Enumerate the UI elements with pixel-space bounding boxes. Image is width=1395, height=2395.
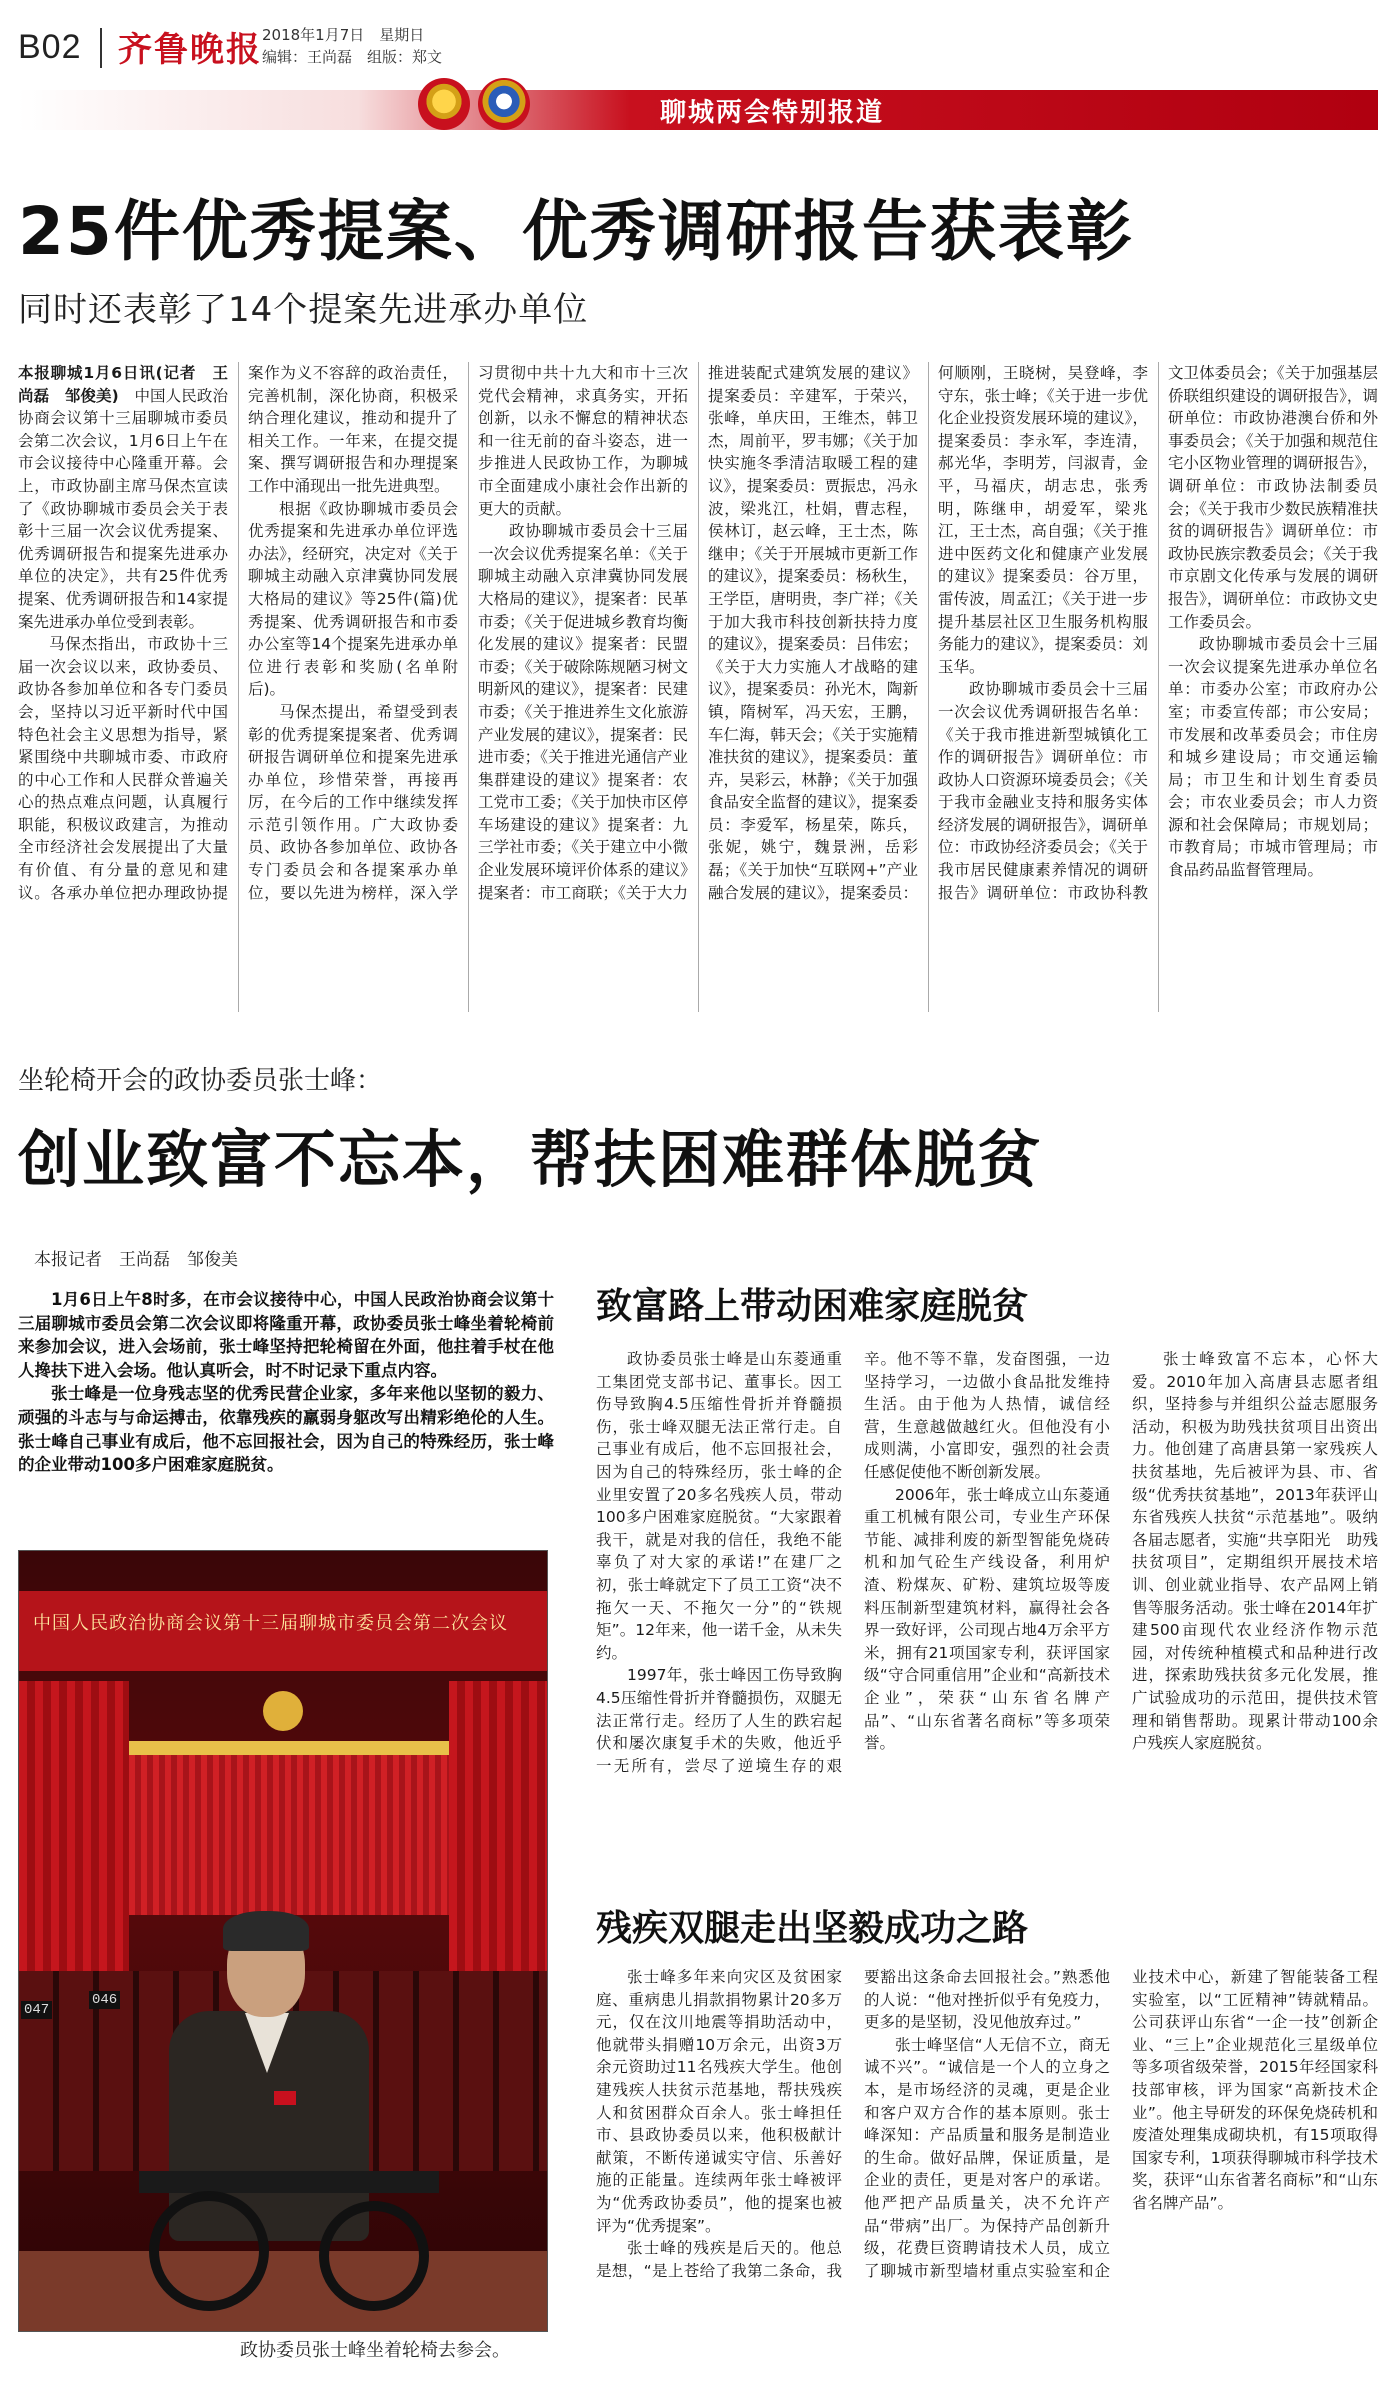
article2-lead-paragraph: 1月6日上午8时多，在市会议接待中心，中国人民政治协商会议第十三届聊城市委员会第二次会议即将隆重开幕，政协委员张士峰坐着轮椅前来参加会议，进入会场前，张士峰坚持把轮椅留在外面，他拄着手杖在他人搀扶下进入会场。他认真听会，时不时记录下重点内容。 [18, 1290, 554, 1380]
photo-floor [19, 2251, 547, 2331]
issue-date: 2018年1月7日 星期日 [262, 26, 425, 44]
photo-seat-label: 047 [21, 2001, 52, 2019]
cppcc-emblem-icon [478, 78, 530, 130]
photo-member-badge [274, 2091, 296, 2105]
article1-paragraph: 马保杰指出，市政协十三届一次会议以来，政协委员、政协各参加单位和各专门委员会，坚持以习近平新时代中国特色社会主义思想为指导，紧紧围绕中共聊城市委、市政府的中心工作和人民群众普遍关心的热点难点问题，认真履行职能，积极议政建言，为推动全市经济社会发展提出了大量有价值、有分量的意见和建议。各承办单位把办理政协提案作为义不容辞的政治责任，完善机制，深化协商，积极采纳合理化建议，推动和提升了相关工作。一年来，在提交提案、撰写调研报告和办理提案工作中涌现出一批先进典型。 [18, 364, 458, 902]
article2-lead [18, 1288, 554, 1477]
article2-lead-paragraph: 张士峰是一位身残志坚的优秀民营企业家，多年来他以坚韧的毅力、顽强的斗志与与命运搏击，依靠残疾的羸弱身躯改写出精彩绝伦的人生。张士峰自己事业有成后，他不忘回报社会，因为自己的特殊经历，张士峰的企业带动100多户困难家庭脱贫。 [18, 1384, 554, 1475]
article1-paragraph: 本报聊城1月6日讯(记者 王尚磊 邹俊美) 中国人民政治协商会议第十三届聊城市委员会第二次会议，1月6日上午在市会议接待中心隆重开幕。会上，市政协副主席马保杰宣读了《政协聊城市委员会关于表彰十三届一次会议优秀提案、优秀调研报告和提案先进承办单位的决定》，共有25件优秀提案、优秀调研报告和14家提案先进承办单位受到表彰。 [18, 364, 228, 631]
header-divider [100, 28, 102, 68]
article2-paragraph: 政协委员张士峰是山东菱通重工集团党支部书记、董事长。因工伤导致胸4.5压缩性骨折并脊髓损伤，张士峰双腿无法正常行走。自己事业有成后，他不忘回报社会，因为自己的特殊经历，张士峰的企业里安置了20多名残疾人员，带动100多户困难家庭脱贫。“大家跟着我干，就是对我的信任，我绝不能辜负了对大家的承诺!”在建厂之初，张士峰就定下了员工工资“决不拖欠一天、不拖欠一分”的“铁规矩”。12年来，他一诺千金，从未失约。 [596, 1350, 842, 1662]
article2-paragraph: 2006年，张士峰成立山东菱通重工机械有限公司，专业生产环保节能、减排利废的新型智能免烧砖机和加气砼生产线设备，利用炉渣、粉煤灰、矿粉、建筑垃圾等废料压制新型建筑材料，赢得社会各界一致好评，公司现占地4万余平方米，拥有21项国家专利，获评国家级“守合同重信用”企业和“高新技术企业”，荣获“山东省名牌产品”、“山东省著名商标”等多项荣誉。 [864, 1485, 1110, 1753]
article2-section2-title: 残疾双腿走出坚毅成功之路 [596, 1908, 1029, 1949]
article2-paragraph: 张士峰的残疾是后天的。他总是想，“是上苍给了我第二条命，我要豁出这条命去回报社会。”熟悉他的人说：“他对挫折似乎有免疫力，更多的是坚韧，没见他放弃过。” [596, 1968, 1110, 2280]
national-emblem-icon [418, 78, 470, 130]
article2-byline: 本报记者 王尚磊 邹俊美 [34, 1250, 238, 1270]
photo-stage [129, 1741, 449, 1915]
photo-hall-banner-text: 中国人民政治协商会议第十三届聊城市委员会第二次会议 [33, 1613, 508, 1634]
article1-paragraph: 根据《政协聊城市委员会优秀提案和先进承办单位评选办法》，经研究，决定对《关于聊城主动融入京津冀协同发展大格局的建议》等25件(篇)优秀提案、优秀调研报告和市委办公室等14个提案先进承办单位进行表彰和奖励(名单附后)。 [248, 499, 458, 699]
article2-paragraph: 张士峰致富不忘本，心怀大爱。2010年加入高唐县志愿者组织，坚持参与并组织公益志愿服务活动，积极为助残扶贫项目出资出力。他创建了高唐县第一家残疾人扶贫基地，先后被评为县、市、省级“优秀扶贫基地”，2013年获评山东省残疾人扶贫“示范基地”。吸纳各届志愿者，实施“共享阳光 助残扶贫项目”，定期组织开展技术培训、创业就业指导、农产品网上销售等服务活动。张士峰在2014年扩建500亩现代农业经济作物示范园，对传统种植模式和品种进行改进，探索助残扶贫多元化发展，推广试验成功的示范田，提供技术管理和销售帮助。现累计带动100余户残疾人家庭脱贫。 [1132, 1350, 1378, 1753]
photo-caption: 政协委员张士峰坐着轮椅去参会。 [240, 2340, 510, 2361]
article2-headline: 创业致富不忘本，帮扶困难群体脱贫 [18, 1123, 1043, 1196]
article1-paragraph: 马保杰提出，希望受到表彰的优秀提案提案者、优秀调研报告调研单位和提案先进承办单位，珍惜荣誉，再接再厉，在今后的工作中继续发挥示范引领作用。广大政协委员、政协各参加单位、政协各专门委员会和各提案承办单位，要以先进为榜样，深入学习贯彻中共十九大和市十三次党代会精神，求真务实，开拓创新，以永不懈怠的精神状态和一往无前的奋斗姿态，进一步推进人民政协工作，为聊城市全面建成小康社会作出新的更大的贡献。 [248, 364, 688, 902]
article1-paragraph: 政协聊城市委员会十三届一次会议提案先进承办单位名单：市委办公室；市政府办公室；市委宣传部；市公安局；市发展和改革委员会；市住房和城乡建设局；市交通运输局；市卫生和计划生育委员会；市农业委员会；市人力资源和社会保障局；市规划局；市教育局；市城市管理局；市食品药品监督管理局。 [1168, 635, 1378, 880]
editor-credits: 编辑：王尚磊 组版：郑文 [262, 48, 443, 66]
page-number: B02 [18, 28, 82, 66]
article2-paragraph: 张士峰多年来向灾区及贫困家庭、重病患儿捐款捐物累计20多万元，仅在汶川地震等捐助活动中，他就带头捐赠10万余元，出资3万余元资助过11名残疾大学生。他创建残疾人扶贫示范基地，帮扶残疾人和贫困群众百余人。张士峰担任市、县政协委员以来，他积极献计献策，不断传递诚实守信、乐善好施的正能量。连续两年张士峰被评为“优秀政协委员”，他的提案也被评为“优秀提案”。 [596, 1968, 842, 2235]
article-photo [18, 1550, 548, 2332]
wheelchair-wheel-icon [319, 2201, 429, 2311]
photo-seat-label: 046 [89, 1991, 120, 2009]
article1-subheadline: 同时还表彰了14个提案先进承办单位 [18, 290, 589, 330]
article2-section2-body [596, 1966, 1378, 2370]
photo-emblem-icon [263, 1691, 303, 1731]
article1-body [18, 362, 1378, 1012]
section-banner-title: 聊城两会特别报道 [660, 98, 885, 128]
wheelchair-frame [139, 2171, 439, 2193]
article2-section1-body [596, 1348, 1378, 1868]
article2-kicker: 坐轮椅开会的政协委员张士峰： [18, 1066, 383, 1096]
article1-dateline: 本报聊城1月6日讯(记者 王尚磊 邹俊美) [18, 364, 228, 405]
newspaper-logo: 齐鲁晚报 [118, 30, 262, 70]
article2-paragraph: 张士峰坚信“人无信不立，商无诚不兴”。“诚信是一个人的立身之本，是市场经济的灵魂，更是企业和客户双方合作的基本原则。张士峰深知：产品质量和服务是制造业的生命。做好品牌，保证质量，是企业的责任，更是对客户的承诺。他严把产品质量关，决不允许产品“带病”出厂。为保持产品创新升级，花费巨资聘请技术人员，成立了聊城市新型墙材重点实验室和企业技术中心，新建了智能装备工程实验室，以“工匠精神”铸就精品。公司获评山东省“一企一技”创新企业、“三上”企业规范化三星级单位等多项省级荣誉，2015年经国家科技部审核，评为国家“高新技术企业”。他主导研发的环保免烧砖机和废渣处理集成砌块机，有15项取得国家专利，1项获得聊城市科学技术奖，获评“山东省著名商标”和“山东省名牌产品”。 [864, 1968, 1378, 2280]
wheelchair-wheel-icon [149, 2191, 269, 2311]
article2-paragraph: 1997年，张士峰因工伤导致胸4.5压缩性骨折并脊髓损伤，双腿无法正常行走。经历了人生的跌宕起伏和屡次康复手术的失败，他近乎一无所有，尝尽了逆境生存的艰辛。他不等不靠，发奋图强，一边坚持学习，一边做小食品批发维持生活。由于他为人热情，诚信经营，生意越做越红火。但他没有小成则满，小富即安，强烈的社会责任感促使他不断创新发展。 [596, 1350, 1110, 1775]
article1-headline: 25件优秀提案、优秀调研报告获表彰 [18, 193, 1134, 270]
photo-person-hair [223, 1911, 309, 1951]
article1-paragraph: 政协聊城市委员会十三届一次会议优秀调研报告名单：《关于我市推进新型城镇化工作的调研报告》调研单位：市政协人口资源环境委员会；《关于我市金融业支持和服务实体经济发展的调研报告》，调研单位：市政协经济委员会；《关于我市居民健康素养情况的调研报告》调研单位：市政协科教文卫体委员会；《关于加强基层侨联组织建设的调研报告》，调研单位：市政协港澳台侨和外事委员会；《关于加强和规范住宅小区物业管理的调研报告》，调研单位：市政协法制委员会；《关于我市少数民族精准扶贫的调研报告》调研单位：市政协民族宗教委员会；《关于我市京剧文化传承与发展的调研报告》，调研单位：市政协文史工作委员会。 [938, 364, 1378, 902]
article1-paragraph: 政协聊城市委员会十三届一次会议优秀提案名单：《关于聊城主动融入京津冀协同发展大格局的建议》，提案者：民革市委；《关于促进城乡教育均衡化发展的建议》提案者：民盟市委；《关于破除陈规陋习树文明新风的建议》，提案者：民建市委；《关于推进养生文化旅游产业发展的建议》，提案者：民进市委；《关于推进光通信产业集群建设的建议》提案者：农工党市工委；《关于加快市区停车场建设的建议》提案者：九三学社市委；《关于建立中小微企业发展环境评价体系的建议》提案者：市工商联；《关于大力推进装配式建筑发展的建议》提案委员：辛建军，于荣兴，张峰，单庆田，王维杰，韩卫杰，周前平，罗韦娜；《关于加快实施冬季清洁取暖工程的建议》，提案委员：贾振忠，冯永波，梁兆江，杜娟，曹志程，侯林订，赵云峰，王士杰，陈继申；《关于开展城市更新工作的建议》，提案委员：杨秋生，王学臣，唐明贵，李广祥；《关于加大我市科技创新扶持力度的建议》，提案委员：吕伟宏；《关于大力实施人才战略的建议》，提案委员：孙光木，陶新镇，隋树军，冯天宏，王鹏，车仁海，韩天会；《关于实施精准扶贫的建议》，提案委员：董卉，吴彩云，林静；《关于加强食品安全监督的建议》，提案委员：李爱军，杨星荣，陈兵，张妮，姚宁，魏景洲，岳彩磊；《关于加快“互联网+”产业融合发展的建议》，提案委员：何顺刚，王晓树，吴登峰，李守东，张士峰；《关于进一步优化企业投资发展环境的建议》，提案委员：李永军，李连清，郝光华，李明芳，闫淑青，金平，马福庆，胡志忠，张秀明，陈继申，胡爱军，梁兆江，王士杰，高自强；《关于推进中医药文化和健康产业发展的建议》提案委员：谷万里，雷传波，周孟江；《关于进一步提升基层社区卫生服务机构服务能力的建议》，提案委员：刘玉华。 [478, 364, 1148, 902]
article2-section1-title: 致富路上带动困难家庭脱贫 [596, 1286, 1029, 1327]
